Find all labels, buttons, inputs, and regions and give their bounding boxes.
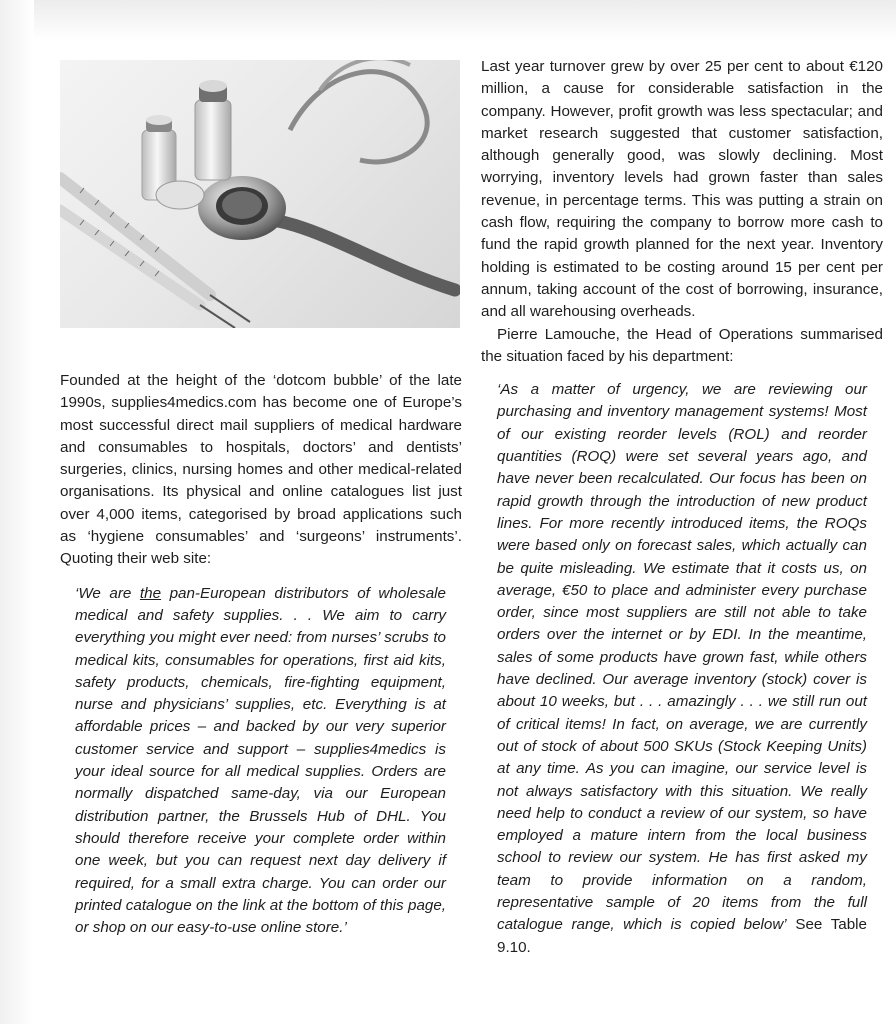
medical-supplies-photo — [60, 60, 460, 328]
quote-open: ‘We are — [75, 584, 140, 602]
operations-quote — [497, 379, 867, 959]
right-column — [481, 56, 883, 959]
page-left-shadow — [0, 0, 34, 1024]
turnover-paragraph: Last year turnover grew by over 25 per cent to about €120 million, a cause for considerable satisfaction in the company. However, profit growth was less spectacular; and market research suggested that customer satisfaction, although generally good, was slowly declining. Most worrying, inventory levels had grown faster than sales revenue, in percentage terms. This was putting a strain on cash flow, requiring the company to borrow more cash to fund the rapid growth planned for the next year. Inventory holding is estimated to be costing around 15 per cent per annum, taking account of the cost of borrowing, insurance, and all warehousing overheads. — [481, 58, 883, 321]
operations-quote-text: ‘As a matter of urgency, we are reviewing our purchasing and inventory management systems! Most of our existing reorder levels (ROL) and reorder quantities (ROQ) were set several years ago, and have never been recalculated. Our focus has been on rapid growth through the introduction of new product lines. For more recently introduced items, the ROQs were based only on forecast sales, which actually can be quite misleading. We estimate that it costs us, on average, €50 to place and administer every purchase order, since most suppliers are still not able to take orders over the internet or by EDI. In the meantime, sales of some products have grown fast, while others have declined. Our average inventory (stock) cover is about 10 weeks, but . . . amazingly . . . we still run out of critical items! In fact, on average, we are currently out of stock of about 500 SKUs (Stock Keeping Units) at any time. As you can imagine, our service level is not always satisfactory with this situation. We really need help to conduct a review of our system, so have employed a mature intern from the local business school to review our system. He has first asked my team to provide information on a random, representative sample of 20 items from the full catalogue range, which is copied below’ — [497, 381, 867, 934]
lamouche-paragraph: Pierre Lamouche, the Head of Operations summarised the situation faced by his department: — [481, 325, 883, 365]
table-reference: See Table 9.10. — [497, 916, 867, 956]
quote-rest: pan-European distributors of wholesale medical and safety supplies. . . We aim to carry everything you might ever need: from nurses’ scrubs to medical kits, consumables for operations, first aid kits, safety products, chemicals, fire-fighting equipment, nurse and physicians’ supplies, etc. Everything is at affordable prices – and backed by our very superior customer service and support – supplies4medics is your ideal source for all medical supplies. Orders are normally dispatched same-day, via our European distribution partner, the Brussels Hub of DHL. You should therefore receive your complete order within one week, but you can request next day delivery if required, for a small extra charge. You can order our printed catalogue on the link at the bottom of this page, or shop on our easy-to-use online store.’ — [75, 584, 446, 937]
intro-paragraph: Founded at the height of the ‘dotcom bubble’ of the late 1990s, supplies4medics.com has become one of Europe’s most successful direct mail suppliers of medical hardware and consumables to hospitals, doctors’ and dentists’ surgeries, clinics, nursing homes and other medical-related organisations. Its physical and online catalogues list just over 4,000 items, categorised by broad applications such as ‘hygiene consumables’ and ‘surgeons’ instruments’. Quoting their web site: — [60, 372, 462, 568]
medical-supplies-icon — [60, 60, 460, 328]
quote-emphasis: the — [139, 584, 162, 602]
page-top-shadow — [0, 0, 896, 40]
website-quote — [75, 583, 446, 940]
left-column — [60, 370, 462, 939]
